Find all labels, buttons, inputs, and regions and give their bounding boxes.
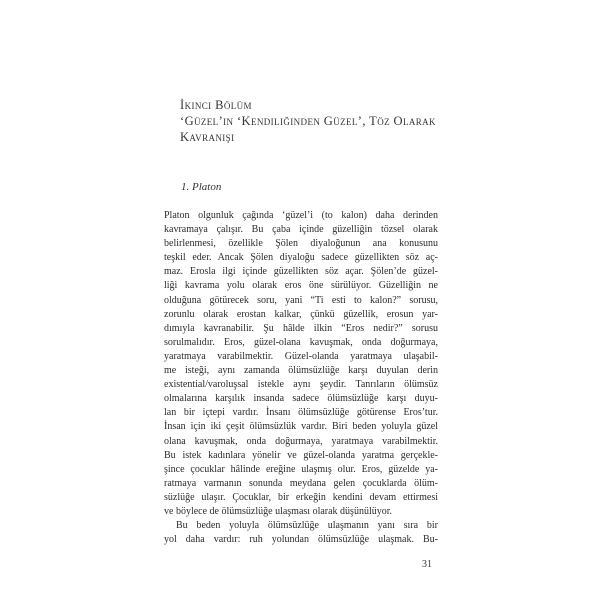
- chapter-title-line: ‘Güzel’in ‘Kendiliğinden Güzel’, Töz Olarak: [180, 114, 436, 128]
- page-number: 31: [422, 559, 432, 570]
- text-line: belirlenmesi, özellikle Şölen diyaloğunun ana konusunu: [164, 238, 438, 250]
- text-line: dımıyla kavranabilir. Şu hâlde ilkin “Eros nedir?” sorusu: [164, 322, 438, 334]
- text-line: İnsan için iki çeşit ölümsüzlük vardır. Biri beden yoluyla güzel: [164, 421, 438, 433]
- text-line: ve böylece de ölümsüzlüğe ulaşması olarak düşünülüyor.: [164, 505, 393, 517]
- text-line: ratmaya varmanın sonunda meydana gelen çocuklarda ölüm-: [164, 477, 438, 489]
- text-line: şince çocuklar hâlinde ereğine ulaşmış olur. Eros, güzelde ya-: [164, 463, 438, 475]
- chapter-number: İkinci Bölüm: [180, 98, 252, 112]
- text-line: yaratmaya varabilmektir. Güzel-olanda yaratmaya ulaşabil-: [164, 350, 438, 362]
- body-text: [164, 209, 438, 547]
- text-line: Bu beden yoluyla ölümsüzlüğe ulaşmanın yanı sıra bir: [176, 520, 438, 532]
- text-line: olduğuna götürecek soru, yani “Ti esti to kalon?” sorusu,: [164, 294, 438, 306]
- text-line: olana kavuşmak, onda doğurmaya, yaratmaya varabilmektir.: [164, 435, 438, 447]
- section-heading: 1. Platon: [181, 181, 222, 193]
- text-line: süzlüğe ulaşır. Çocuklar, bir erkeğin kendini devam ettirmesi: [164, 491, 438, 503]
- text-line: liği kavrama yolu olarak eros öne sürülüyor. Güzelliğin ne: [164, 280, 438, 292]
- chapter-title: [180, 97, 480, 145]
- text-line: teşkil eder. Ancak Şölen diyaloğu sadece güzellikten söz aç-: [164, 252, 438, 264]
- text-line: Platon olgunluk çağında ‘güzel’i (to kalon) daha derinden: [164, 210, 438, 221]
- text-line: olmalarına karşılık insanda sadece ölümsüzlüğe karşı duyu-: [164, 393, 438, 405]
- text-line: me isteği, aynı zamanda ölümsüzlüğe karşı duyulan derin: [164, 365, 438, 377]
- text-line: yol daha vardır: ruh yolundan ölümsüzlüğe ulaşmak. Bu-: [164, 534, 438, 546]
- text-line: kavramaya çalışır. Bu çaba içinde güzelliğin tözsel olarak: [164, 224, 438, 236]
- text-line: existential/varoluşsal istekle aynı şeydir. Tanrıların ölümsüz: [164, 379, 438, 391]
- text-line: maz. Erosla ilgi içinde güzellikten söz açar. Şölen’de güzel-: [164, 266, 438, 278]
- text-line: sorulmalıdır. Eros, güzel-olana kavuşmak, onda doğurmaya,: [164, 336, 438, 348]
- text-line: zorunlu olarak erostan kalkar, çünkü güzellik, erosun yar-: [164, 308, 438, 320]
- text-line: lan bir içtepi vardır. İnsanı ölümsüzlüğe götürense Eros’tur.: [164, 407, 438, 419]
- chapter-title-line: Kavranışı: [180, 130, 235, 144]
- text-line: Bu istek kadınlara yönelir ve güzel-olanda yaratma gerçekle-: [164, 449, 438, 461]
